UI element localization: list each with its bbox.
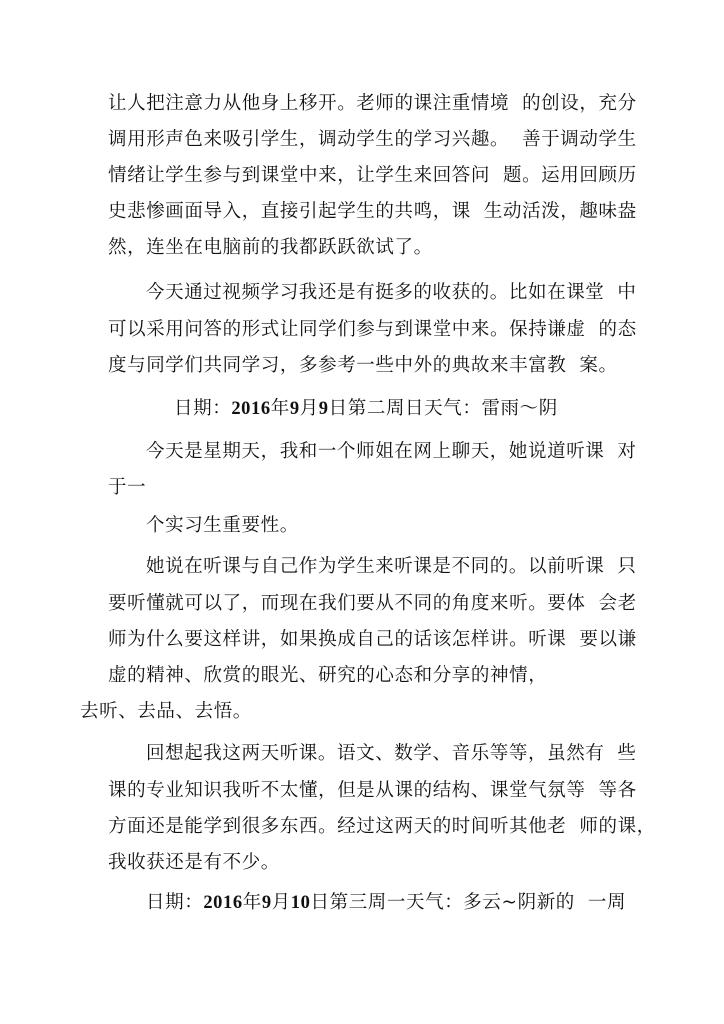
date-2-month-char: 月 bbox=[271, 892, 291, 913]
date-2-suffix: 日第三周一天气：多云~阴新的 一周 bbox=[310, 892, 627, 913]
paragraph-1-line-2: 调用形声色来吸引学生，调动学生的学习兴趣。 善于调动学生 bbox=[108, 129, 637, 150]
date-heading-1 bbox=[174, 397, 558, 421]
paragraph-4-line-5: 去听、去品、去悟。 bbox=[80, 701, 252, 722]
date-1-year: 2016 bbox=[231, 399, 271, 419]
date-1-prefix: 日期： bbox=[174, 398, 232, 419]
paragraph-3-line-1: 今天是星期天，我和一个师姐在网上聊天，她说道听课 对 bbox=[146, 441, 637, 462]
date-2-prefix: 日期： bbox=[146, 892, 204, 913]
paragraph-4-line-2: 要听懂就可以了，而现在我们要从不同的角度来听。要体 会老 bbox=[108, 593, 637, 614]
date-1-year-char: 年 bbox=[270, 398, 290, 419]
paragraph-3-line-3: 个实习生重要性。 bbox=[146, 515, 299, 536]
date-1-month: 9 bbox=[289, 399, 300, 419]
paragraph-5-line-4: 我收获还是有不少。 bbox=[108, 852, 280, 873]
paragraph-2-line-2: 可以采用问答的形式让同学们参与到课堂中来。保持谦虚 的态 bbox=[108, 319, 637, 340]
paragraph-5-line-2: 课的专业知识我听不太懂，但是从课的结构、课堂气氛等 等各 bbox=[108, 780, 637, 801]
date-1-month-char: 月 bbox=[299, 398, 319, 419]
paragraph-1-line-3: 情绪让学生参与到课堂中来，让学生来回答问 题。运用回顾历 bbox=[108, 165, 637, 186]
date-2-day: 10 bbox=[290, 893, 311, 913]
date-2-month: 9 bbox=[261, 893, 272, 913]
paragraph-3-line-2: 于一 bbox=[108, 477, 147, 498]
paragraph-1-line-4: 史悲惨画面导入，直接引起学生的共鸣，课 生动活泼，趣味盎 bbox=[108, 201, 637, 222]
paragraph-2-line-3: 度与同学们共同学习，多参考一些中外的典故来丰富教 案。 bbox=[108, 355, 618, 376]
date-1-day: 9 bbox=[318, 399, 329, 419]
paragraph-1-line-1: 让人把注意力从他身上移开。老师的课注重情境 的创设，充分 bbox=[108, 93, 637, 114]
paragraph-1-line-5: 然，连坐在电脑前的我都跃跃欲试了。 bbox=[108, 237, 433, 258]
paragraph-2-line-1: 今天通过视频学习我还是有挺多的收获的。比如在课堂 中 bbox=[146, 282, 637, 303]
date-heading-2 bbox=[146, 891, 626, 915]
paragraph-4-line-1: 她说在听课与自己作为学生来听课是不同的。以前听课 只 bbox=[146, 556, 637, 577]
date-2-year-char: 年 bbox=[242, 892, 262, 913]
paragraph-5-line-1: 回想起我这两天听课。语文、数学、音乐等等，虽然有 些 bbox=[146, 743, 637, 764]
paragraph-5-line-3: 方面还是能学到很多东西。经过这两天的时间听其他老 师的课， bbox=[108, 816, 656, 837]
paragraph-4-line-3: 师为什么要这样讲，如果换成自己的话该怎样讲。听课 要以谦 bbox=[108, 629, 637, 650]
paragraph-4-line-4: 虚的精神、欣赏的眼光、研究的心态和分享的神情， bbox=[108, 665, 548, 686]
date-2-year: 2016 bbox=[203, 893, 243, 913]
date-1-suffix: 日第二周日天气：雷雨～阴 bbox=[328, 398, 558, 419]
